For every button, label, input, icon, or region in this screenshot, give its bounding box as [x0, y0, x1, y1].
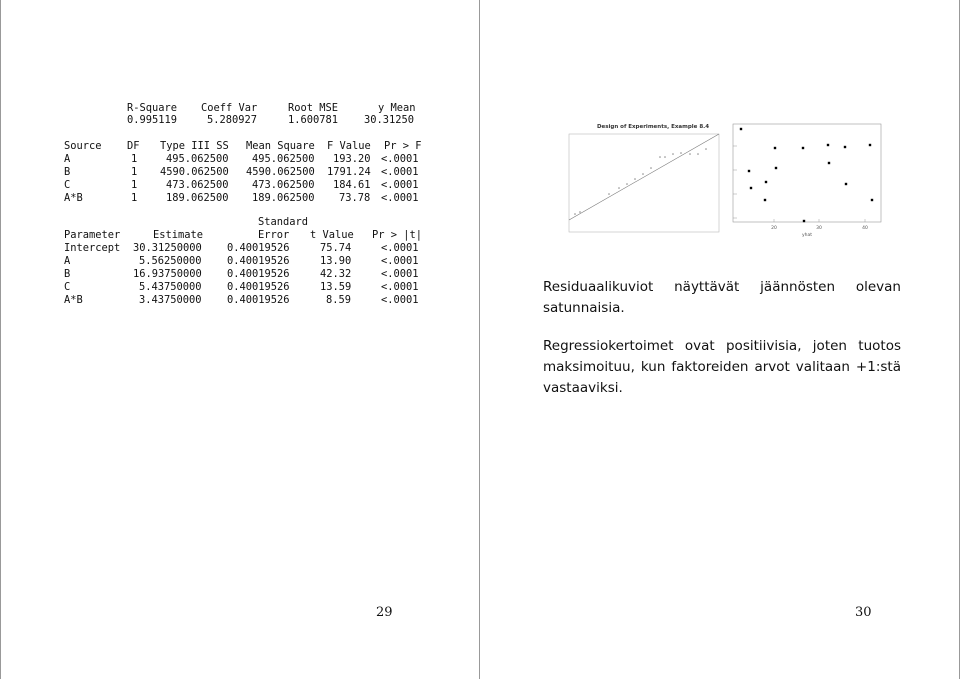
data-point [740, 128, 742, 130]
data-point [608, 193, 610, 195]
anova-row-df: 1 [131, 153, 138, 165]
data-point [750, 187, 752, 189]
fit-header-rootmse: Root MSE [288, 102, 339, 114]
data-point [659, 156, 661, 158]
paragraph-residuals: Residuaalikuviot näyttävät jäännösten olevan satunnaisia. [543, 279, 901, 316]
anova-row-ss: 495.062500 [166, 153, 229, 165]
param-header-parameter: Parameter [64, 229, 121, 241]
paragraph-coefficients: Regressiokertoimet ovat positiivisia, joten tuotos maksimoituu, kun faktoreiden arvot valitaan +1:stä vastaaviksi. [543, 338, 901, 396]
param-row-name: Intercept [64, 242, 121, 254]
param-row-estimate: 5.43750000 [139, 281, 202, 293]
data-point [697, 153, 699, 155]
data-point [618, 187, 620, 189]
data-point [802, 147, 804, 149]
anova-row-df: 1 [131, 179, 138, 191]
param-header-error: Error [258, 229, 290, 241]
plot-title: Design of Experiments, Example 8.4 [596, 124, 710, 130]
anova-row-f: 1791.24 [327, 166, 371, 178]
normal-plot-points [574, 148, 707, 215]
param-row-tvalue: 13.90 [320, 255, 352, 267]
residual-plot [715, 122, 885, 238]
data-point [626, 183, 628, 185]
param-row-name: B [64, 268, 71, 280]
fit-value-rsquare: 0.995119 [127, 114, 178, 126]
param-row-tvalue: 8.59 [326, 294, 352, 306]
page-number-right: 30 [855, 605, 872, 620]
anova-header-ms: Mean Square [246, 140, 315, 152]
param-header-p: Pr > |t| [372, 229, 423, 241]
anova-row-df: 1 [131, 166, 138, 178]
anova-row-source: C [64, 179, 71, 191]
param-row-error: 0.40019526 [227, 294, 290, 306]
anova-row-p: <.0001 [381, 192, 419, 204]
data-point [844, 146, 846, 148]
param-row-error: 0.40019526 [227, 255, 290, 267]
anova-row-f: 73.78 [339, 192, 371, 204]
anova-row-f: 184.61 [333, 179, 371, 191]
anova-row-ss: 473.062500 [166, 179, 229, 191]
param-row-p: <.0001 [381, 268, 419, 280]
param-row-error: 0.40019526 [227, 242, 290, 254]
param-row-error: 0.40019526 [227, 268, 290, 280]
anova-row-ss: 4590.062500 [160, 166, 229, 178]
anova-row-ms: 473.062500 [252, 179, 315, 191]
data-point [803, 220, 805, 222]
fit-value-rootmse: 1.600781 [288, 114, 339, 126]
data-point [774, 147, 776, 149]
x-tick-label: 40 [862, 226, 868, 231]
data-point [634, 178, 636, 180]
param-row-name: A*B [64, 294, 83, 306]
data-point [642, 173, 644, 175]
data-point [579, 211, 581, 213]
param-row-estimate: 16.93750000 [133, 268, 202, 280]
page-number-left: 29 [376, 605, 393, 620]
fit-header-ymean: y Mean [378, 102, 416, 114]
data-point [828, 162, 830, 164]
data-point [775, 167, 777, 169]
data-point [680, 152, 682, 154]
x-tick-label: 20 [771, 226, 777, 231]
anova-row-ss: 189.062500 [166, 192, 229, 204]
param-row-p: <.0001 [381, 255, 419, 267]
param-header-estimate: Estimate [153, 229, 204, 241]
param-header-standard: Standard [258, 216, 309, 228]
data-point [869, 144, 871, 146]
anova-row-p: <.0001 [381, 153, 419, 165]
param-header-tvalue: t Value [310, 229, 354, 241]
param-row-estimate: 3.43750000 [139, 294, 202, 306]
anova-row-f: 193.20 [333, 153, 371, 165]
residual-points [740, 128, 873, 222]
data-point [765, 181, 767, 183]
reference-line [569, 134, 719, 220]
param-row-p: <.0001 [381, 242, 419, 254]
data-point [748, 170, 750, 172]
param-row-p: <.0001 [381, 281, 419, 293]
data-point [672, 153, 674, 155]
param-row-name: C [64, 281, 71, 293]
anova-row-ms: 4590.062500 [246, 166, 315, 178]
anova-row-df: 1 [131, 192, 138, 204]
fit-header-rsquare: R-Square [127, 102, 178, 114]
anova-row-p: <.0001 [381, 166, 419, 178]
param-row-tvalue: 13.59 [320, 281, 352, 293]
param-row-tvalue: 42.32 [320, 268, 352, 280]
fit-value-coeffvar: 5.280927 [207, 114, 258, 126]
anova-header-source: Source [64, 140, 102, 152]
data-point [705, 148, 707, 150]
fit-value-ymean: 30.31250 [364, 114, 415, 126]
param-row-estimate: 30.31250000 [133, 242, 202, 254]
data-point [871, 199, 873, 201]
param-row-error: 0.40019526 [227, 281, 290, 293]
data-point [827, 144, 829, 146]
data-point [845, 183, 847, 185]
anova-row-ms: 189.062500 [252, 192, 315, 204]
anova-header-ss: Type III SS [160, 140, 229, 152]
param-row-estimate: 5.56250000 [139, 255, 202, 267]
data-point [650, 167, 652, 169]
fit-header-coeffvar: Coeff Var [201, 102, 258, 114]
anova-row-source: A [64, 153, 71, 165]
anova-header-df: DF [127, 140, 140, 152]
data-point [689, 153, 691, 155]
anova-header-p: Pr > F [384, 140, 422, 152]
data-point [664, 156, 666, 158]
data-point [764, 199, 766, 201]
param-row-tvalue: 75.74 [320, 242, 352, 254]
anova-row-ms: 495.062500 [252, 153, 315, 165]
param-row-name: A [64, 255, 71, 267]
x-axis-label: yhat [801, 233, 813, 238]
anova-row-source: B [64, 166, 71, 178]
anova-row-p: <.0001 [381, 179, 419, 191]
param-row-p: <.0001 [381, 294, 419, 306]
anova-header-f: F Value [327, 140, 371, 152]
anova-row-source: A*B [64, 192, 83, 204]
x-tick-label: 30 [816, 226, 822, 231]
data-point [574, 213, 576, 215]
normal-probability-plot [563, 120, 723, 236]
